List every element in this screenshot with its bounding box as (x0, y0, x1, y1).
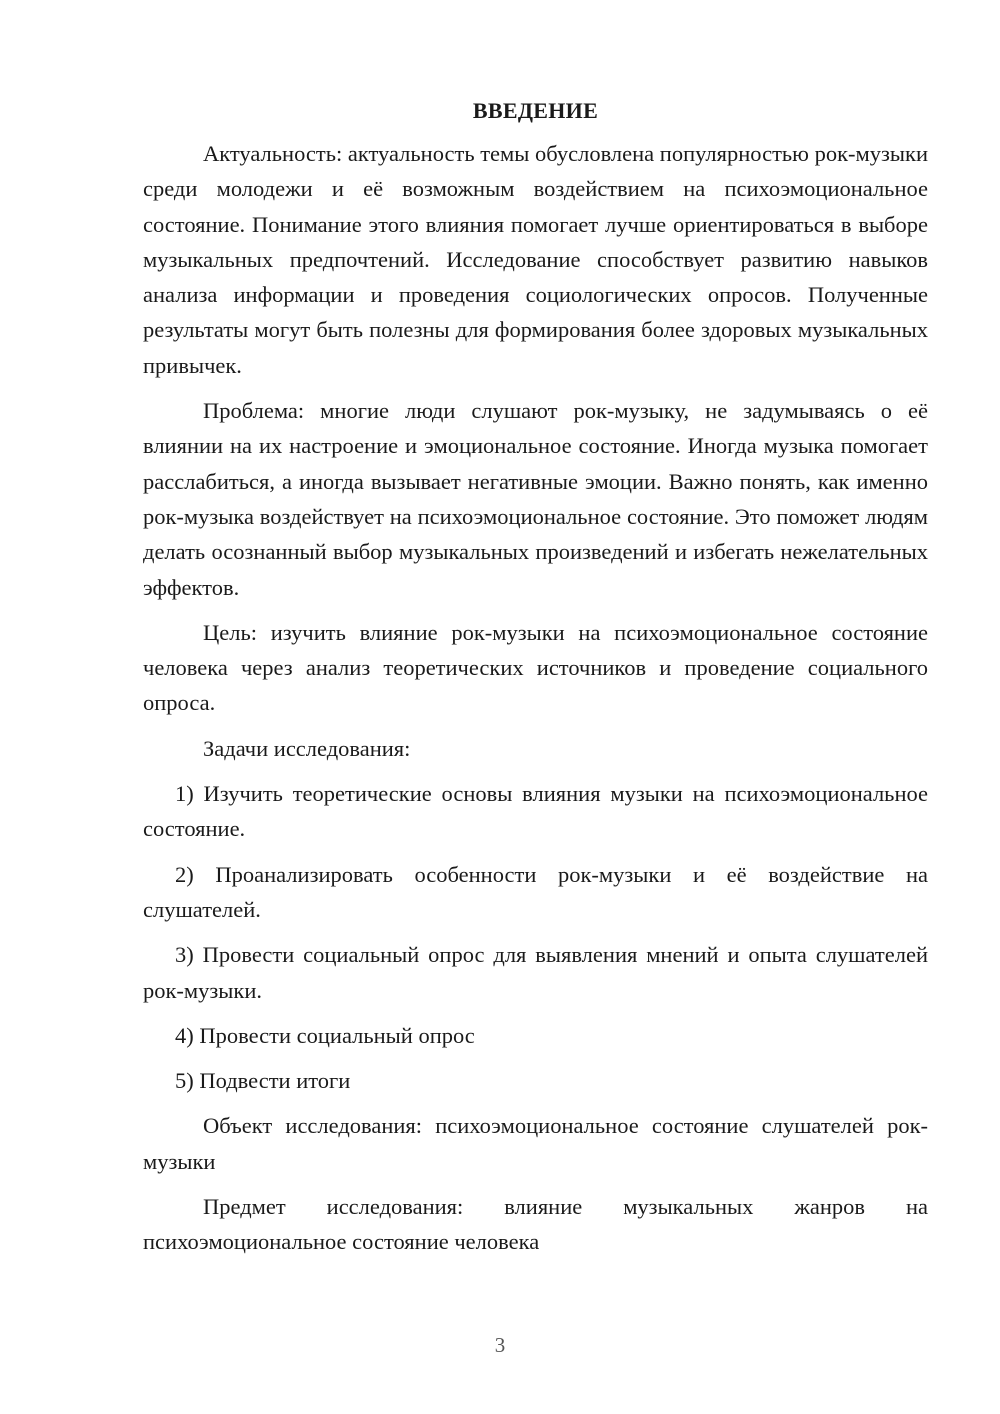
goal-paragraph: Цель: изучить влияние рок-музыки на психоэмоциональное состояние человека через анализ теоретических источников и проведение социального опроса. (143, 619, 928, 716)
document-page (143, 96, 928, 1270)
problem-paragraph: Проблема: многие люди слушают рок-музыку, не задумываясь о её влиянии на их настроение и эмоциональное состояние. Иногда музыка помогает расслабиться, а иногда вызывает негативные эмоции. Важно понять, как именно рок-музыка воздействует на психоэмоциональное состояние. Это поможет людям делать осознанный выбор музыкальных произведений и избегать нежелательных эффектов. (143, 398, 928, 600)
tasks-title: Задачи исследования: (203, 735, 411, 761)
page-title: ВВЕДЕНИЕ (472, 98, 599, 123)
page-number: 3 (494, 1333, 506, 1357)
task-item-3: 3) Провести социальный опрос для выявления мнений и опыта слушателей рок-музыки. (143, 942, 928, 1003)
task-item-5: 5) Подвести итоги (175, 1068, 351, 1094)
task-item-4: 4) Провести социальный опрос (175, 1022, 475, 1048)
relevance-paragraph: Актуальность: актуальность темы обусловлена популярностью рок-музыки среди молодежи и её возможным воздействием на психоэмоциональное состояние. Понимание этого влияния помогает лучше ориентироваться в выборе музыкальных предпочтений. Исследование способствует развитию навыков анализа информации и проведения социологических опросов. Полученные результаты могут быть полезны для формирования более здоровых музыкальных привычек. (143, 141, 928, 378)
subject-paragraph: Предмет исследования: влияние музыкальных жанров на психоэмоциональное состояние человека (143, 1194, 928, 1255)
object-paragraph: Объект исследования: психоэмоциональное состояние слушателей рок-музыки (143, 1113, 928, 1174)
task-item-2: 2) Проанализировать особенности рок-музыки и её воздействие на слушателей. (143, 861, 928, 922)
task-item-1: 1) Изучить теоретические основы влияния музыки на психоэмоциональное состояние. (143, 781, 928, 842)
